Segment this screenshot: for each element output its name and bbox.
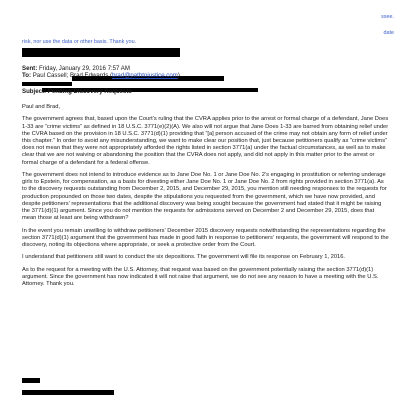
recipient-email-link[interactable]: brad@pathtojustice.com: [112, 72, 178, 80]
subject-value: Pending Discovery Requests: [47, 87, 132, 95]
to-value: Paul Cassell; Brad Edwards (: [32, 72, 112, 80]
fragment-line3: risk, nor use the data or other basis. Thank you.: [22, 39, 137, 45]
paragraph-depositions: I understand that petitioners still want to conduct the six depositions. The government will file its response on February 1, 2016.: [22, 254, 346, 261]
fragment-line1: ssee.: [381, 14, 394, 20]
email-header: [22, 65, 392, 95]
subject-line: [22, 88, 392, 95]
redaction-bar-from: [22, 48, 180, 57]
sent-line: [22, 65, 392, 72]
email-body: [22, 104, 390, 294]
sent-label: Sent:: [22, 65, 38, 72]
paragraph-protective-order: In the event you remain unwilling to withdraw petitioners’ December 2015 discovery requests notwithstanding the representations regarding the section 3771(d)(1) argument that the government has made in good faith in response to petitioners’ requests, the government will respond to the discovery, noting its objections where appropriate, or seek a protective order from the Court.: [22, 227, 389, 249]
subject-label: Subject:: [22, 87, 47, 95]
paragraph-discovery-requests: The government does not intend to introduce evidence as to Jane Doe No. 1 or Jane Doe No. 2’s engaging in prostitution or referring underage girls to Epstein, for compensation, as a basis for divesting either Jane Doe No. 1 or Jane Doe No. 2 from rights provided in section 3771(a). As to the discovery requests outstanding from December 2, 2015, and December 29, 2015, you mention still needing responses to the requests for production propounded on those two dates, despite the stipulations you requested from the government, which we have now provided, and despite petitioners’ representations that the additional discovery was being sought because the government had stated that it might be raising the 3771(d)(1) argument. Since you do not mention the requests for admissions served on December 2 and December 29, 2015, does that mean those at least are being withdrawn?: [22, 172, 387, 222]
sent-value: Friday, January 29, 2016 7:57 AM: [38, 65, 130, 72]
greeting: Paul and Brad,: [22, 104, 61, 110]
redacted-lines-spacer: [22, 80, 392, 88]
fragment-line2: date: [383, 30, 394, 36]
to-line: [22, 72, 392, 79]
to-label: To:: [22, 72, 32, 80]
redaction-bar-signature-1: [22, 378, 40, 383]
paragraph-meeting-request: As to the request for a meeting with the U.S. Attorney, that request was based on the government potentially raising the section 3771(d)(1) argument. Since the government has now indicated it will not raise that argument, we do not see any reason to have a meeting with the U.S. Attorney. Thank you.: [22, 266, 379, 288]
redaction-bar-signature-2: [22, 390, 114, 395]
paragraph-crime-victims: The government agrees that, based upon the Court’s ruling that the CVRA applies prior to the arrest or formal charge of a defendant, Jane Does 1-33 are “crime victims” as defined in 18 U.S.C. 3771(e)(2)(A). We also will not argue that Jane Does 1-33 are barred from obtaining relief under the CVRA based on the provision in 18 U.S.C. 3771(d)(1) providing that “[a] person accused of the crime may not obtain any form of relief under this chapter.” In order to avoid any misunderstanding, we want to make clear our position that, just because petitioners qualify as “crime victims” does not mean that they were not appropriately afforded the rights listed in section 3771(a) under the factual circumstances, as well as to make clear that we are not waiving or abandoning the position that the CVRA does not apply, and did not apply in this matter prior to the arrest or formal charge of a defendant for a federal offense.: [22, 116, 389, 166]
to-close: ): [177, 72, 180, 80]
